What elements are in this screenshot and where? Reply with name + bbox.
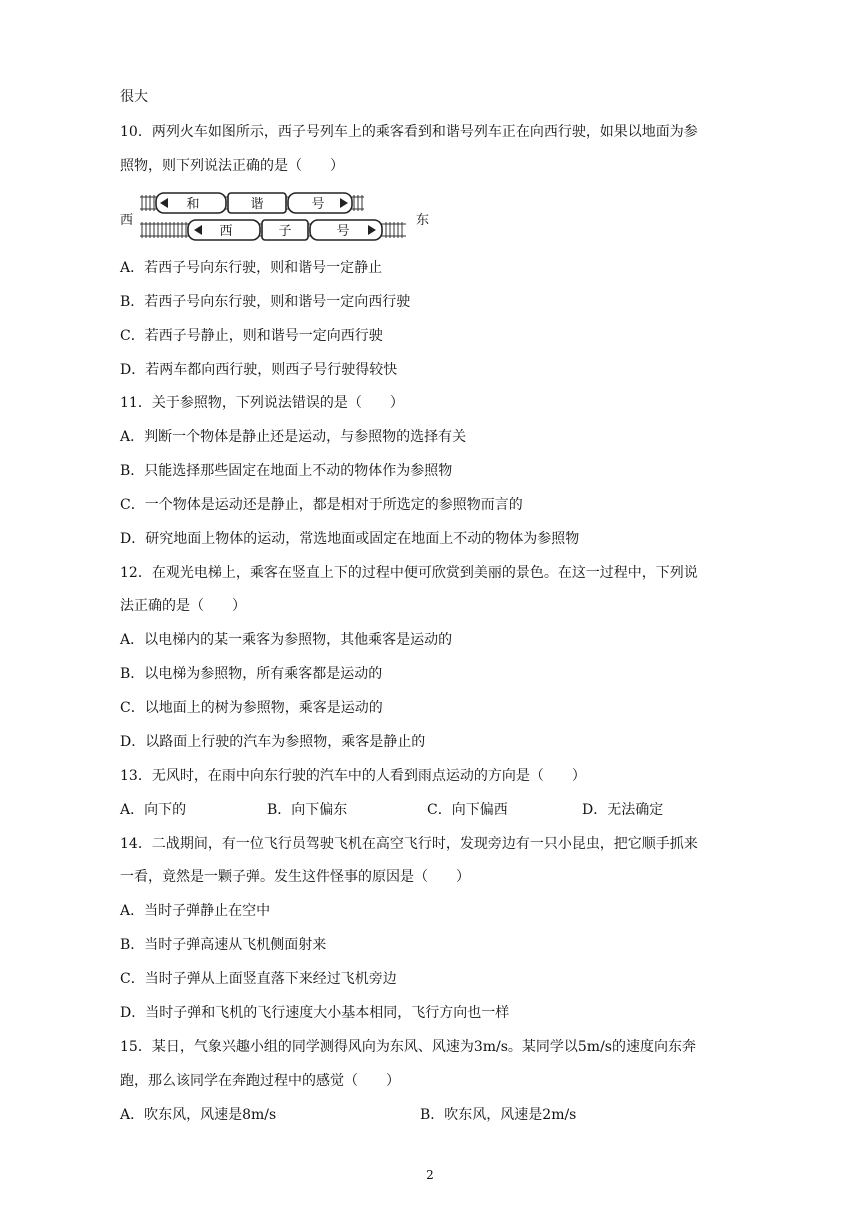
question-14-option-b: B．当时子弹高速从飞机侧面射来 [120,937,327,953]
question-13-option-d: D．无法确定 [582,802,664,818]
question-12-option-b: B．以电梯为参照物，所有乘客都是运动的 [120,666,383,682]
question-14-option-d: D．当时子弹和飞机的飞行速度大小基本相同，飞行方向也一样 [120,1005,510,1021]
question-10-stem-line2: 照物，则下列说法正确的是（ ） [120,158,344,174]
train-xizi [188,220,382,240]
question-15-stem-line2: 跑，那么该同学在奔跑过程中的感觉（ ） [120,1073,400,1089]
train-hexie [156,193,352,213]
train-xizi-car-1: 西 [219,224,233,239]
question-15-option-a: A．吹东风，风速是8m/s [120,1107,277,1123]
question-10-option-a: A．若西子号向东行驶，则和谐号一定静止 [120,260,383,276]
question-14-option-c: C．当时子弹从上面竖直落下来经过飞机旁边 [120,971,397,987]
trains-figure [118,188,436,248]
question-11-stem: 11．关于参照物，下列说法错误的是（ ） [120,395,404,411]
question-10-option-b: B．若西子号向东行驶，则和谐号一定向西行驶 [120,294,411,310]
train-hexie-car-1: 和 [186,197,200,212]
question-14-option-a: A．当时子弹静止在空中 [120,903,271,919]
question-12-option-a: A．以电梯内的某一乘客为参照物，其他乘客是运动的 [120,632,453,648]
question-11-option-b: B．只能选择那些固定在地面上不动的物体作为参照物 [120,463,453,479]
question-10-stem-line1: 10．两列火车如图所示，西子号列车上的乘客看到和谐号列车正在向西行驶，如果以地面为参 [120,124,698,140]
question-10-option-d: D．若两车都向西行驶，则西子号行驶得较快 [120,362,398,378]
question-14-stem-line2: 一看，竟然是一颗子弹。发生这件怪事的原因是（ ） [120,869,470,885]
question-13-option-b: B．向下偏东 [267,802,348,818]
question-15-stem-line1: 15．某日，气象兴趣小组的同学测得风向为东风、风速为3m/s。某同学以5m/s的速度向东奔 [120,1039,696,1055]
question-10-option-c: C．若西子号静止，则和谐号一定向西行驶 [120,328,383,344]
question-11-option-a: A．判断一个物体是静止还是运动，与参照物的选择有关 [120,429,467,445]
train-xizi-car-3: 号 [336,224,350,239]
question-15-option-b: B．吹东风，风速是2m/s [420,1107,577,1123]
question-15-options [120,1106,720,1124]
east-label: 东 [416,213,430,228]
page-number: 2 [426,1168,434,1182]
question-11-option-c: C．一个物体是运动还是静止，都是相对于所选定的参照物而言的 [120,497,523,513]
question-13-option-c: C．向下偏西 [427,802,508,818]
question-14-stem-line1: 14．二战期间，有一位飞行员驾驶飞机在高空飞行时，发现旁边有一只小昆虫，把它顺手抓来 [120,836,698,852]
continuation-text: 很大 [120,89,148,105]
question-12-stem-line2: 法正确的是（ ） [120,598,246,614]
question-12-option-c: C．以地面上的树为参照物，乘客是运动的 [120,700,383,716]
west-label: 西 [120,213,134,228]
train-hexie-car-2: 谐 [250,197,264,212]
train-xizi-car-2: 子 [278,224,292,239]
question-12-stem-line1: 12．在观光电梯上，乘客在竖直上下的过程中便可欣赏到美丽的景色。在这一过程中，下列说 [120,565,698,581]
question-13-options [120,801,720,819]
question-13-stem: 13．无风时，在雨中向东行驶的汽车中的人看到雨点运动的方向是（ ） [120,768,586,784]
question-12-option-d: D．以路面上行驶的汽车为参照物，乘客是静止的 [120,734,426,750]
train-hexie-car-3: 号 [311,197,325,212]
question-11-option-d: D．研究地面上物体的运动，常选地面或固定在地面上不动的物体为参照物 [120,531,580,547]
question-13-option-a: A．向下的 [120,802,187,818]
